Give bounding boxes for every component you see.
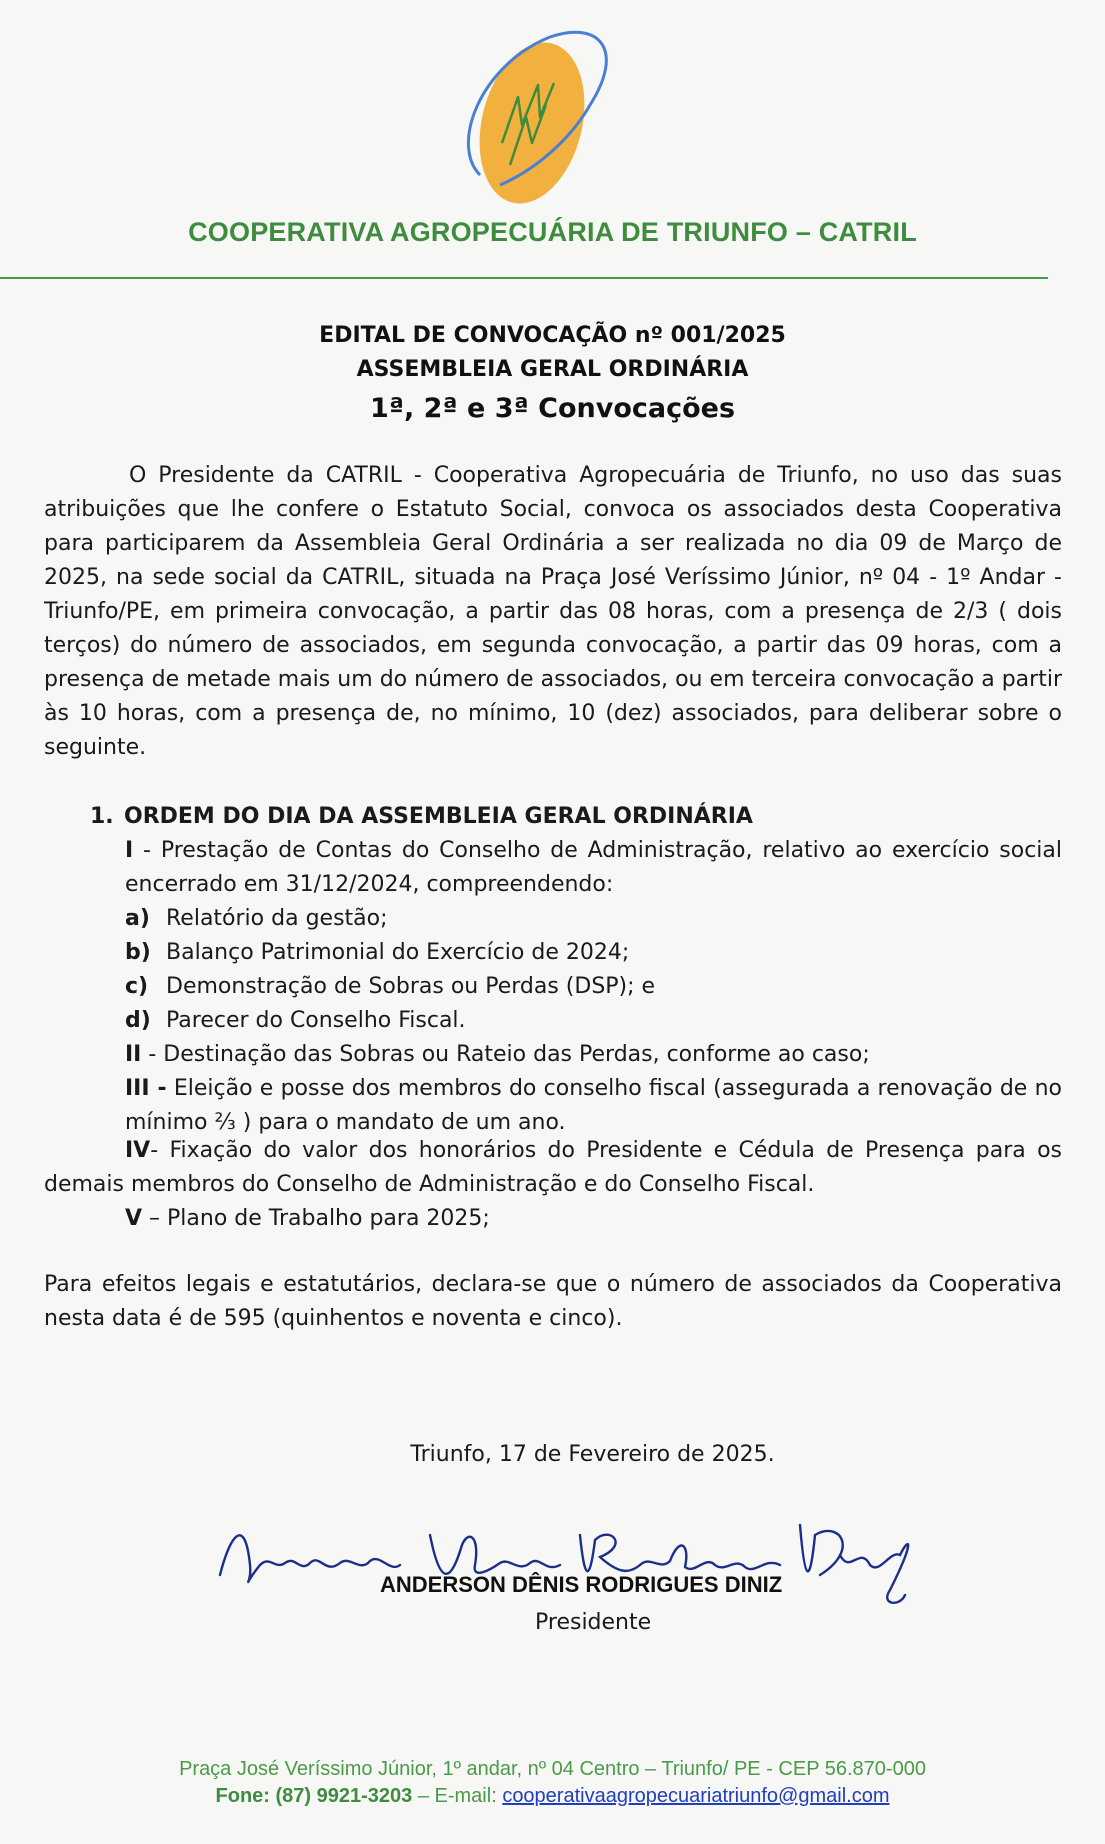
list-item bbox=[125, 936, 1062, 970]
footer-email-link[interactable]: cooperativaagropecuariatriunfo@gmail.com bbox=[502, 1785, 890, 1807]
edital-title: EDITAL DE CONVOCAÇÃO nº 001/2025 bbox=[319, 323, 786, 348]
signer-name: ANDERSON DÊNIS RODRIGUES DINIZ bbox=[380, 1572, 783, 1597]
agenda-item-iv bbox=[44, 1134, 1062, 1202]
item-v-text: – Plano de Trabalho para 2025; bbox=[142, 1206, 490, 1231]
item-iii-label: III - bbox=[125, 1076, 167, 1101]
subitem-text: Relatório da gestão; bbox=[166, 906, 388, 931]
agenda-subitems bbox=[125, 902, 1062, 1038]
subitem-letter: a) bbox=[125, 906, 150, 931]
list-item bbox=[125, 902, 1062, 936]
subitem-text: Demonstração de Sobras ou Perdas (DSP); e bbox=[166, 974, 656, 999]
item-v-label: V bbox=[125, 1206, 143, 1231]
item-iv-text: - Fixação do valor dos honorários do Presidente e Cédula de Presença para os demais membros do Conselho de Administração e do Conselho Fiscal. bbox=[44, 1138, 1062, 1197]
subitem-letter: c) bbox=[125, 974, 149, 999]
agenda-heading-text: ORDEM DO DIA DA ASSEMBLEIA GERAL ORDINÁRIA bbox=[124, 804, 753, 829]
footer-phone: Fone: (87) 9921-3203 bbox=[215, 1785, 413, 1807]
date-line: Triunfo, 17 de Fevereiro de 2025. bbox=[410, 1442, 775, 1467]
organization-name: COOPERATIVA AGROPECUÁRIA DE TRIUNFO – CATRIL bbox=[188, 217, 917, 247]
agenda-number: 1. bbox=[90, 804, 114, 829]
convocations-title: 1ª, 2ª e 3ª Convocações bbox=[369, 393, 736, 424]
item-ii-text: - Destinação das Sobras ou Rateio das Perdas, conforme ao caso; bbox=[141, 1042, 870, 1067]
subitem-text: Parecer do Conselho Fiscal. bbox=[166, 1008, 466, 1033]
agenda-list bbox=[125, 834, 1062, 1140]
list-item bbox=[125, 970, 1062, 1004]
agenda-heading bbox=[90, 800, 753, 834]
subitem-letter: b) bbox=[125, 940, 151, 965]
catril-logo bbox=[440, 25, 640, 215]
subitem-letter: d) bbox=[125, 1008, 151, 1033]
list-item bbox=[125, 1004, 1062, 1038]
intro-text: O Presidente da CATRIL - Cooperativa Agropecuária de Triunfo, no uso das suas atribuições que lhe confere o Estatuto Social, convoca os associados desta Cooperativa para participarem da Assembleia Geral Ordinária a ser realizada no dia 09 de Março de 2025, na sede social da CATRIL, situada na Praça José Veríssimo Júnior, nº 04 - 1º Andar - Triunfo/PE, em primeira convocação, a partir das 08 horas, com a presença de 2/3 ( dois terços) do número de associados, em segunda convocação, a partir das 09 horas, com a presença de metade mais um do número de associados, ou em terceira convocação a partir às 10 horas, com a presença de, no mínimo, 10 (dez) associados, para deliberar sobre o seguinte. bbox=[44, 463, 1062, 760]
item-iv-paragraph bbox=[44, 1134, 1062, 1202]
footer-email-label: – E-mail: bbox=[412, 1785, 503, 1807]
item-ii-label: II bbox=[125, 1042, 142, 1067]
item-i-text: - Prestação de Contas do Conselho de Administração, relativo ao exercício social encerrado em 31/12/2024, compreendendo: bbox=[125, 838, 1062, 897]
item-iii-text: Eleição e posse dos membros do conselho fiscal (assegurada a renovação de no mínimo ⅔ ) para o mandato de um ano. bbox=[125, 1076, 1062, 1135]
item-i-label: I bbox=[125, 838, 134, 863]
agenda-item-v bbox=[125, 1202, 490, 1236]
agenda-item-i bbox=[125, 834, 1062, 902]
header-divider bbox=[0, 277, 1048, 279]
signer-role: Presidente bbox=[535, 1610, 652, 1635]
agenda-item-ii bbox=[125, 1038, 1062, 1072]
footer-contact bbox=[0, 1785, 1105, 1808]
agenda-item-iii bbox=[125, 1072, 1062, 1140]
subitem-text: Balanço Patrimonial do Exercício de 2024; bbox=[166, 940, 630, 965]
intro-paragraph bbox=[44, 459, 1062, 765]
footer-address: Praça José Veríssimo Júnior, 1º andar, nº 04 Centro – Triunfo/ PE - CEP 56.870-000 bbox=[179, 1758, 926, 1780]
declaration-paragraph: Para efeitos legais e estatutários, declara-se que o número de associados da Cooperativa nesta data é de 595 (quinhentos e noventa e cinco). bbox=[44, 1272, 1062, 1331]
assembly-title: ASSEMBLEIA GERAL ORDINÁRIA bbox=[356, 357, 749, 382]
item-iv-label: IV bbox=[125, 1138, 151, 1163]
